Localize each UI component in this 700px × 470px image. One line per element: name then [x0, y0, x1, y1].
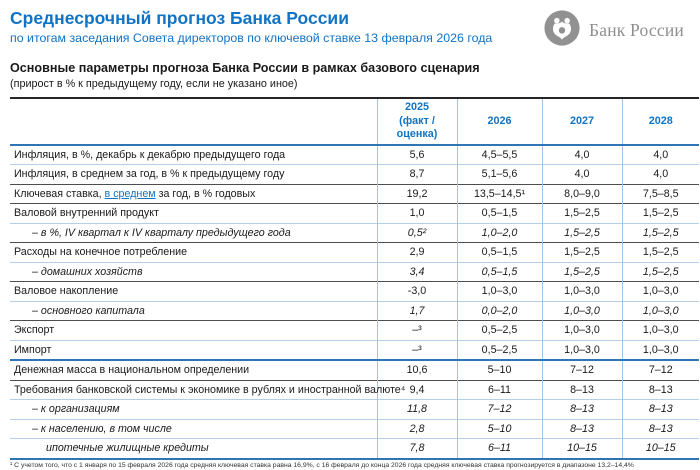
- table-row: [10, 282, 699, 302]
- cell-2025: 0,5²: [377, 223, 457, 243]
- row-label: Импорт: [10, 340, 377, 360]
- cell-2027: 10–15: [542, 439, 622, 459]
- bank-of-russia-logo: [543, 9, 684, 52]
- page-title: Среднесрочный прогноз Банка России: [10, 8, 349, 28]
- table-row: [10, 243, 699, 263]
- cell-2026: 6–11: [457, 439, 542, 459]
- cell-2026: 0,0–2,0: [457, 301, 542, 321]
- cell-2028: 1,0–3,0: [622, 321, 699, 341]
- cell-2028: 8–13: [622, 419, 699, 439]
- table-row: [10, 340, 699, 360]
- column-header-2027: 2027: [542, 98, 622, 144]
- section-note: (прирост в % к предыдущему году, если не указано иное): [10, 78, 298, 91]
- table-row: [10, 301, 699, 321]
- cell-2026: 1,0–2,0: [457, 223, 542, 243]
- cell-2028: 1,5–2,5: [622, 223, 699, 243]
- cell-2026: 0,5–1,5: [457, 204, 542, 224]
- cell-2028: 1,5–2,5: [622, 204, 699, 224]
- table-row: [10, 262, 699, 282]
- cell-2028: 4,0: [622, 145, 699, 165]
- cell-2025: 2,8: [377, 419, 457, 439]
- cell-2025: 9,4: [377, 380, 457, 400]
- cell-2025: -3,0: [377, 282, 457, 302]
- cell-2027: 7–12: [542, 360, 622, 380]
- column-header-2025: 2025 (факт / оценка): [377, 98, 457, 144]
- row-label: Инфляция, в %, декабрь к декабрю предыдущего года: [14, 148, 286, 161]
- cell-2026: 0,5–2,5: [457, 321, 542, 341]
- cell-2026: 5–10: [457, 360, 542, 380]
- cell-2028: 8–13: [622, 400, 699, 420]
- logo-wordmark: Банк России: [588, 20, 684, 40]
- cell-2025: 5,6: [377, 145, 457, 165]
- cell-2027: 8–13: [542, 380, 622, 400]
- row-label: Экспорт: [10, 321, 377, 341]
- table-row: [10, 321, 699, 341]
- cell-2025: –³: [377, 340, 457, 360]
- cell-2028: 7,5–8,5: [622, 184, 699, 204]
- cell-2028: 7–12: [622, 360, 699, 380]
- table-row: [10, 223, 699, 243]
- cell-2025: 11,8: [377, 400, 457, 420]
- cell-2025: 1,0: [377, 204, 457, 224]
- cell-2028: 10–15: [622, 439, 699, 459]
- cell-2027: 1,0–3,0: [542, 301, 622, 321]
- row-label: Инфляция, в среднем за год, в % к предыдущему году: [10, 165, 377, 185]
- table-row: [10, 380, 699, 400]
- row-label: Денежная масса в национальном определении: [10, 360, 377, 380]
- cell-2027: 1,0–3,0: [542, 321, 622, 341]
- cell-2026: 0,5–1,5: [457, 243, 542, 263]
- cell-2025: 10,6: [377, 360, 457, 380]
- cell-2027: 8,0–9,0: [542, 184, 622, 204]
- bank-of-russia-emblem-icon: [543, 9, 581, 52]
- column-header-2026: 2026: [457, 98, 542, 144]
- table-row: [10, 360, 699, 380]
- cell-2025: 7,8: [377, 439, 457, 459]
- forecast-table: [10, 97, 699, 459]
- cell-2028: 8–13: [622, 380, 699, 400]
- cell-2025: –³: [377, 321, 457, 341]
- cell-2027: 1,0–3,0: [542, 282, 622, 302]
- forecast-table-body: [10, 145, 699, 459]
- cell-2028: 1,5–2,5: [622, 243, 699, 263]
- cell-2026: 4,5–5,5: [457, 145, 542, 165]
- row-label: Валовое накопление: [10, 282, 377, 302]
- table-row: [10, 204, 699, 224]
- cell-2026: 5,1–5,6: [457, 165, 542, 185]
- footnote: ¹ С учетом того, что с 1 января по 15 февраля 2026 года средняя ключевая ставка равна 16,9%, с 16 февраля до конца 2026 года средняя ключевая ставка прогнозируется в диапазоне 13,2–14,4%: [10, 461, 634, 469]
- table-row: [10, 145, 699, 165]
- cell-2026: 0,5–2,5: [457, 340, 542, 360]
- row-label: – домашних хозяйств: [10, 262, 377, 282]
- cell-2025: 2,9: [377, 243, 457, 263]
- page-subtitle: по итогам заседания Совета директоров по ключевой ставке 13 февраля 2026 года: [10, 31, 493, 46]
- row-label: – в %, IV квартал к IV кварталу предыдущего года: [10, 223, 377, 243]
- average-key-rate-link[interactable]: в среднем: [104, 187, 156, 200]
- cell-2027: 1,0–3,0: [542, 340, 622, 360]
- cell-2027: 4,0: [542, 165, 622, 185]
- cell-2027: 1,5–2,5: [542, 204, 622, 224]
- table-row: [10, 184, 699, 204]
- table-row: [10, 439, 699, 459]
- row-label: Валовой внутренний продукт: [10, 204, 377, 224]
- cell-2027: 4,0: [542, 145, 622, 165]
- cell-2026: 0,5–1,5: [457, 262, 542, 282]
- cell-2027: 1,5–2,5: [542, 262, 622, 282]
- cell-2026: 7–12: [457, 400, 542, 420]
- cell-2025: 19,2: [377, 184, 457, 204]
- cell-2025: 1,7: [377, 301, 457, 321]
- cell-2028: 1,0–3,0: [622, 340, 699, 360]
- column-header-2028: 2028: [622, 98, 699, 144]
- row-label: – основного капитала: [10, 301, 377, 321]
- cell-2027: 1,5–2,5: [542, 223, 622, 243]
- cell-2025: 3,4: [377, 262, 457, 282]
- cell-2026: 1,0–3,0: [457, 282, 542, 302]
- cell-2027: 8–13: [542, 400, 622, 420]
- cell-2028: 1,5–2,5: [622, 262, 699, 282]
- cell-2028: 1,0–3,0: [622, 301, 699, 321]
- corner-cell: [10, 98, 377, 144]
- row-label: Ключевая ставка, в среднем за год, в % годовых: [10, 184, 377, 204]
- cell-2027: 1,5–2,5: [542, 243, 622, 263]
- cell-2028: 4,0: [622, 165, 699, 185]
- row-label: – к организациям: [10, 400, 377, 420]
- cell-2028: 1,0–3,0: [622, 282, 699, 302]
- section-title: Основные параметры прогноза Банка России в рамках базового сценария: [10, 61, 480, 75]
- row-label: Расходы на конечное потребление: [10, 243, 377, 263]
- table-header-row: [10, 98, 699, 144]
- cell-2026: 13,5–14,5¹: [457, 184, 542, 204]
- table-row: [10, 400, 699, 420]
- cell-2026: 6–11: [457, 380, 542, 400]
- row-label: Требования банковской системы к экономике в рублях и иностранной валюте⁴: [10, 380, 377, 400]
- table-row: [10, 419, 699, 439]
- cell-2027: 8–13: [542, 419, 622, 439]
- row-label: – к населению, в том числе: [10, 419, 377, 439]
- row-label: ипотечные жилищные кредиты: [10, 439, 377, 459]
- cell-2025: 8,7: [377, 165, 457, 185]
- table-row: [10, 165, 699, 185]
- cell-2026: 5–10: [457, 419, 542, 439]
